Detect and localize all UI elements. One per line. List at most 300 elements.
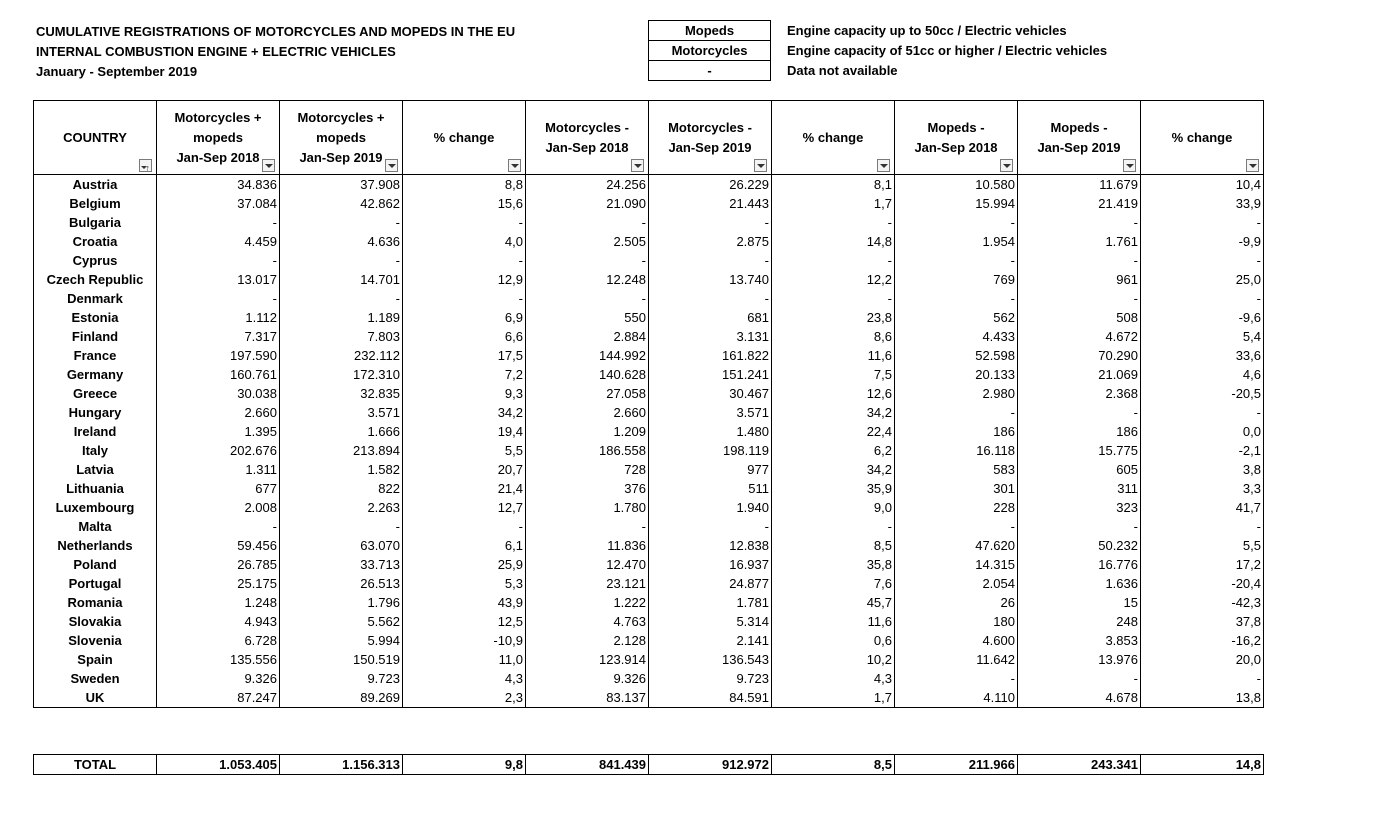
value-cell: 150.519 <box>280 650 403 669</box>
legend-key[interactable]: Mopeds <box>649 21 771 41</box>
country-cell: Czech Republic <box>34 270 157 289</box>
country-cell: Bulgaria <box>34 213 157 232</box>
value-cell: 20.133 <box>895 365 1018 384</box>
value-cell: 6,6 <box>403 327 526 346</box>
country-cell: Italy <box>34 441 157 460</box>
total-value-cell: 14,8 <box>1141 755 1264 775</box>
country-cell: Germany <box>34 365 157 384</box>
column-header-line: COUNTRY <box>63 129 127 145</box>
column-header-line: Jan-Sep 2018 <box>914 139 998 155</box>
column-header-line: Motorcycles - <box>545 119 629 135</box>
country-cell: Luxembourg <box>34 498 157 517</box>
value-cell: 4.433 <box>895 327 1018 346</box>
value-cell: - <box>1141 251 1264 270</box>
column-header <box>403 101 526 175</box>
value-cell: - <box>1141 403 1264 422</box>
value-cell: 822 <box>280 479 403 498</box>
value-cell: - <box>157 251 280 270</box>
country-cell: Portugal <box>34 574 157 593</box>
value-cell: 9.326 <box>526 669 649 688</box>
table-row <box>34 555 1264 574</box>
value-cell: 151.241 <box>649 365 772 384</box>
value-cell: 33.713 <box>280 555 403 574</box>
column-header <box>157 101 280 175</box>
value-cell: 3,8 <box>1141 460 1264 479</box>
country-cell: Poland <box>34 555 157 574</box>
value-cell: - <box>280 213 403 232</box>
value-cell: - <box>649 289 772 308</box>
total-row <box>34 755 1264 775</box>
value-cell: 4.763 <box>526 612 649 631</box>
legend-row <box>649 21 1108 41</box>
value-cell: 186 <box>895 422 1018 441</box>
value-cell: 16.776 <box>1018 555 1141 574</box>
filter-dropdown-icon[interactable] <box>631 159 644 172</box>
value-cell: 180 <box>895 612 1018 631</box>
value-cell: - <box>403 213 526 232</box>
value-cell: 33,9 <box>1141 194 1264 213</box>
value-cell: 9.723 <box>649 669 772 688</box>
country-cell: UK <box>34 688 157 708</box>
value-cell: 4,3 <box>772 669 895 688</box>
value-cell: 13.976 <box>1018 650 1141 669</box>
country-cell: Spain <box>34 650 157 669</box>
value-cell: - <box>1018 289 1141 308</box>
value-cell: - <box>895 517 1018 536</box>
value-cell: 35,8 <box>772 555 895 574</box>
total-value-cell: 9,8 <box>403 755 526 775</box>
value-cell: 3.571 <box>280 403 403 422</box>
value-cell: 70.290 <box>1018 346 1141 365</box>
value-cell: 89.269 <box>280 688 403 708</box>
filter-dropdown-icon[interactable] <box>508 159 521 172</box>
value-cell: 311 <box>1018 479 1141 498</box>
value-cell: 12,6 <box>772 384 895 403</box>
value-cell: 4.672 <box>1018 327 1141 346</box>
value-cell: 4.943 <box>157 612 280 631</box>
value-cell: 961 <box>1018 270 1141 289</box>
country-cell: Cyprus <box>34 251 157 270</box>
column-header-line: % change <box>1171 129 1233 145</box>
value-cell: 63.070 <box>280 536 403 555</box>
table-row <box>34 441 1264 460</box>
total-value-cell: 1.156.313 <box>280 755 403 775</box>
column-header <box>34 101 157 175</box>
value-cell: 6.728 <box>157 631 280 650</box>
value-cell: 10,4 <box>1141 175 1264 195</box>
value-cell: - <box>772 517 895 536</box>
value-cell: 17,2 <box>1141 555 1264 574</box>
value-cell: 769 <box>895 270 1018 289</box>
value-cell: - <box>649 251 772 270</box>
value-cell: 13.740 <box>649 270 772 289</box>
value-cell: 59.456 <box>157 536 280 555</box>
value-cell: 11.679 <box>1018 175 1141 195</box>
column-header-line: % change <box>802 129 864 145</box>
value-cell: 7.803 <box>280 327 403 346</box>
value-cell: 25.175 <box>157 574 280 593</box>
value-cell: - <box>772 289 895 308</box>
column-header-line: Motorcycles - <box>668 119 752 135</box>
value-cell: 12,9 <box>403 270 526 289</box>
value-cell: 3.131 <box>649 327 772 346</box>
value-cell: 1.954 <box>895 232 1018 251</box>
value-cell: 19,4 <box>403 422 526 441</box>
value-cell: 15 <box>1018 593 1141 612</box>
total-label: TOTAL <box>34 755 157 775</box>
value-cell: 16.937 <box>649 555 772 574</box>
value-cell: 160.761 <box>157 365 280 384</box>
registrations-table <box>33 100 1264 708</box>
value-cell: 25,9 <box>403 555 526 574</box>
value-cell: 1.636 <box>1018 574 1141 593</box>
value-cell: 26.513 <box>280 574 403 593</box>
legend-key[interactable]: - <box>649 61 771 81</box>
value-cell: 172.310 <box>280 365 403 384</box>
value-cell: 37,8 <box>1141 612 1264 631</box>
value-cell: 21,4 <box>403 479 526 498</box>
value-cell: -20,5 <box>1141 384 1264 403</box>
column-header-line: Jan-Sep 2019 <box>668 139 752 155</box>
value-cell: 1.248 <box>157 593 280 612</box>
value-cell: 2.263 <box>280 498 403 517</box>
value-cell: 15.775 <box>1018 441 1141 460</box>
legend <box>648 20 1108 81</box>
table-row <box>34 384 1264 403</box>
value-cell: 22,4 <box>772 422 895 441</box>
table-row <box>34 289 1264 308</box>
value-cell: 12.838 <box>649 536 772 555</box>
filter-dropdown-icon[interactable] <box>754 159 767 172</box>
filter-dropdown-icon[interactable] <box>877 159 890 172</box>
value-cell: 24.877 <box>649 574 772 593</box>
legend-desc: Engine capacity up to 50cc / Electric vehicles <box>787 23 1067 38</box>
value-cell: 4.636 <box>280 232 403 251</box>
value-cell: 35,9 <box>772 479 895 498</box>
value-cell: 1.781 <box>649 593 772 612</box>
total-value-cell: 912.972 <box>649 755 772 775</box>
column-header <box>280 101 403 175</box>
filter-dropdown-icon[interactable] <box>262 159 275 172</box>
value-cell: 2.008 <box>157 498 280 517</box>
table-row <box>34 327 1264 346</box>
value-cell: - <box>157 213 280 232</box>
value-cell: 5,3 <box>403 574 526 593</box>
value-cell: 14,8 <box>772 232 895 251</box>
value-cell: - <box>772 213 895 232</box>
value-cell: 2,3 <box>403 688 526 708</box>
value-cell: -42,3 <box>1141 593 1264 612</box>
value-cell: -9,9 <box>1141 232 1264 251</box>
value-cell: 123.914 <box>526 650 649 669</box>
value-cell: - <box>157 517 280 536</box>
value-cell: 161.822 <box>649 346 772 365</box>
country-cell: Netherlands <box>34 536 157 555</box>
total-value-cell: 211.966 <box>895 755 1018 775</box>
column-header-line: mopeds <box>193 129 243 145</box>
value-cell: 2.875 <box>649 232 772 251</box>
value-cell: 14.315 <box>895 555 1018 574</box>
table-row <box>34 213 1264 232</box>
value-cell: - <box>772 251 895 270</box>
value-cell: -16,2 <box>1141 631 1264 650</box>
country-cell: Finland <box>34 327 157 346</box>
legend-key[interactable]: Motorcycles <box>649 41 771 61</box>
value-cell: 50.232 <box>1018 536 1141 555</box>
value-cell: 248 <box>1018 612 1141 631</box>
table-row <box>34 498 1264 517</box>
value-cell: 2.660 <box>157 403 280 422</box>
value-cell: 1.666 <box>280 422 403 441</box>
value-cell: - <box>526 251 649 270</box>
value-cell: 2.980 <box>895 384 1018 403</box>
value-cell: 4.459 <box>157 232 280 251</box>
value-cell: -10,9 <box>403 631 526 650</box>
value-cell: - <box>403 517 526 536</box>
filter-dropdown-icon[interactable] <box>1000 159 1013 172</box>
column-header <box>1018 101 1141 175</box>
value-cell: 1.222 <box>526 593 649 612</box>
column-header-line: Jan-Sep 2019 <box>1037 139 1121 155</box>
value-cell: 23,8 <box>772 308 895 327</box>
value-cell: 13.017 <box>157 270 280 289</box>
value-cell: 2.141 <box>649 631 772 650</box>
value-cell: 2.505 <box>526 232 649 251</box>
value-cell: 1.761 <box>1018 232 1141 251</box>
value-cell: 3,3 <box>1141 479 1264 498</box>
value-cell: 37.908 <box>280 175 403 195</box>
value-cell: 14.701 <box>280 270 403 289</box>
value-cell: 15.994 <box>895 194 1018 213</box>
country-cell: Denmark <box>34 289 157 308</box>
value-cell: - <box>1141 517 1264 536</box>
value-cell: 37.084 <box>157 194 280 213</box>
value-cell: 1,7 <box>772 194 895 213</box>
value-cell: 136.543 <box>649 650 772 669</box>
value-cell: - <box>403 251 526 270</box>
value-cell: 9,3 <box>403 384 526 403</box>
value-cell: 32.835 <box>280 384 403 403</box>
value-cell: 2.368 <box>1018 384 1141 403</box>
value-cell: 43,9 <box>403 593 526 612</box>
table-row <box>34 631 1264 650</box>
value-cell: 84.591 <box>649 688 772 708</box>
value-cell: 511 <box>649 479 772 498</box>
table-row <box>34 669 1264 688</box>
value-cell: 7,2 <box>403 365 526 384</box>
country-cell: Greece <box>34 384 157 403</box>
table-row <box>34 346 1264 365</box>
value-cell: 33,6 <box>1141 346 1264 365</box>
value-cell: 34,2 <box>772 460 895 479</box>
value-cell: 977 <box>649 460 772 479</box>
value-cell: 140.628 <box>526 365 649 384</box>
table-row <box>34 422 1264 441</box>
column-header-line: Motorcycles + <box>174 109 262 125</box>
value-cell: 20,7 <box>403 460 526 479</box>
table-row <box>34 251 1264 270</box>
value-cell: 17,5 <box>403 346 526 365</box>
value-cell: 4,6 <box>1141 365 1264 384</box>
value-cell: 12,7 <box>403 498 526 517</box>
table-row <box>34 574 1264 593</box>
value-cell: 12,2 <box>772 270 895 289</box>
value-cell: 1.780 <box>526 498 649 517</box>
value-cell: 26 <box>895 593 1018 612</box>
country-cell: Austria <box>34 175 157 195</box>
value-cell: - <box>649 517 772 536</box>
column-header <box>649 101 772 175</box>
value-cell: 1.189 <box>280 308 403 327</box>
table-row <box>34 232 1264 251</box>
country-cell: Croatia <box>34 232 157 251</box>
value-cell: 12,5 <box>403 612 526 631</box>
value-cell: 1.209 <box>526 422 649 441</box>
value-cell: 186 <box>1018 422 1141 441</box>
value-cell: 1.582 <box>280 460 403 479</box>
value-cell: 8,6 <box>772 327 895 346</box>
value-cell: - <box>526 289 649 308</box>
value-cell: 11,0 <box>403 650 526 669</box>
value-cell: 144.992 <box>526 346 649 365</box>
value-cell: - <box>280 517 403 536</box>
table-row <box>34 460 1264 479</box>
value-cell: 1.796 <box>280 593 403 612</box>
country-cell: Belgium <box>34 194 157 213</box>
value-cell: 1.940 <box>649 498 772 517</box>
country-cell: Malta <box>34 517 157 536</box>
value-cell: 8,8 <box>403 175 526 195</box>
value-cell: 0,0 <box>1141 422 1264 441</box>
column-header-line: Motorcycles + <box>297 109 385 125</box>
value-cell: 5,4 <box>1141 327 1264 346</box>
value-cell: 323 <box>1018 498 1141 517</box>
value-cell: 23.121 <box>526 574 649 593</box>
column-header-line: mopeds <box>316 129 366 145</box>
header-row <box>34 101 1264 175</box>
total-value-cell: 841.439 <box>526 755 649 775</box>
value-cell: 1.311 <box>157 460 280 479</box>
legend-desc: Engine capacity of 51cc or higher / Electric vehicles <box>787 43 1108 58</box>
filter-dropdown-icon[interactable] <box>385 159 398 172</box>
value-cell: - <box>403 289 526 308</box>
table-row <box>34 175 1264 195</box>
total-value-cell: 1.053.405 <box>157 755 280 775</box>
country-cell: Slovakia <box>34 612 157 631</box>
value-cell: 11.642 <box>895 650 1018 669</box>
value-cell: - <box>1018 517 1141 536</box>
value-cell: - <box>895 251 1018 270</box>
value-cell: 34.836 <box>157 175 280 195</box>
value-cell: 198.119 <box>649 441 772 460</box>
value-cell: 11.836 <box>526 536 649 555</box>
value-cell: - <box>1018 251 1141 270</box>
value-cell: 508 <box>1018 308 1141 327</box>
value-cell: - <box>280 251 403 270</box>
title-line-1: CUMULATIVE REGISTRATIONS OF MOTORCYCLES AND MOPEDS IN THE EU <box>36 24 516 39</box>
value-cell: 562 <box>895 308 1018 327</box>
value-cell: 4.110 <box>895 688 1018 708</box>
value-cell: 1.112 <box>157 308 280 327</box>
value-cell: - <box>895 403 1018 422</box>
value-cell: 8,5 <box>772 536 895 555</box>
value-cell: - <box>649 213 772 232</box>
value-cell: 228 <box>895 498 1018 517</box>
value-cell: 7.317 <box>157 327 280 346</box>
country-cell: Romania <box>34 593 157 612</box>
value-cell: 7,5 <box>772 365 895 384</box>
column-header <box>772 101 895 175</box>
value-cell: 2.660 <box>526 403 649 422</box>
filter-dropdown-icon[interactable] <box>1246 159 1259 172</box>
value-cell: 30.467 <box>649 384 772 403</box>
value-cell: 27.058 <box>526 384 649 403</box>
country-cell: Hungary <box>34 403 157 422</box>
table-row <box>34 688 1264 708</box>
value-cell: 11,6 <box>772 612 895 631</box>
sort-filter-icon[interactable] <box>139 159 152 172</box>
value-cell: 26.785 <box>157 555 280 574</box>
table-row <box>34 536 1264 555</box>
value-cell: 5.314 <box>649 612 772 631</box>
value-cell: - <box>1141 669 1264 688</box>
value-cell: 2.128 <box>526 631 649 650</box>
value-cell: 6,9 <box>403 308 526 327</box>
table-row <box>34 612 1264 631</box>
value-cell: - <box>526 213 649 232</box>
value-cell: 52.598 <box>895 346 1018 365</box>
column-header <box>526 101 649 175</box>
value-cell: 0,6 <box>772 631 895 650</box>
title-block <box>36 22 515 82</box>
value-cell: - <box>895 669 1018 688</box>
table-row <box>34 194 1264 213</box>
value-cell: 11,6 <box>772 346 895 365</box>
value-cell: 135.556 <box>157 650 280 669</box>
table-row <box>34 593 1264 612</box>
table-row <box>34 517 1264 536</box>
value-cell: - <box>1018 669 1141 688</box>
country-cell: Lithuania <box>34 479 157 498</box>
value-cell: 12.470 <box>526 555 649 574</box>
value-cell: 8,1 <box>772 175 895 195</box>
value-cell: 376 <box>526 479 649 498</box>
value-cell: 202.676 <box>157 441 280 460</box>
value-cell: 16.118 <box>895 441 1018 460</box>
value-cell: 605 <box>1018 460 1141 479</box>
value-cell: 9.326 <box>157 669 280 688</box>
value-cell: - <box>1018 213 1141 232</box>
column-header-line: Jan-Sep 2018 <box>545 139 629 155</box>
value-cell: - <box>280 289 403 308</box>
value-cell: 197.590 <box>157 346 280 365</box>
value-cell: - <box>895 213 1018 232</box>
value-cell: -2,1 <box>1141 441 1264 460</box>
legend-row <box>649 61 1108 81</box>
value-cell: 45,7 <box>772 593 895 612</box>
filter-dropdown-icon[interactable] <box>1123 159 1136 172</box>
value-cell: 186.558 <box>526 441 649 460</box>
value-cell: - <box>526 517 649 536</box>
column-header <box>895 101 1018 175</box>
table-row <box>34 479 1264 498</box>
value-cell: 677 <box>157 479 280 498</box>
value-cell: 5.994 <box>280 631 403 650</box>
value-cell: 83.137 <box>526 688 649 708</box>
value-cell: 681 <box>649 308 772 327</box>
value-cell: 9.723 <box>280 669 403 688</box>
table-row <box>34 365 1264 384</box>
